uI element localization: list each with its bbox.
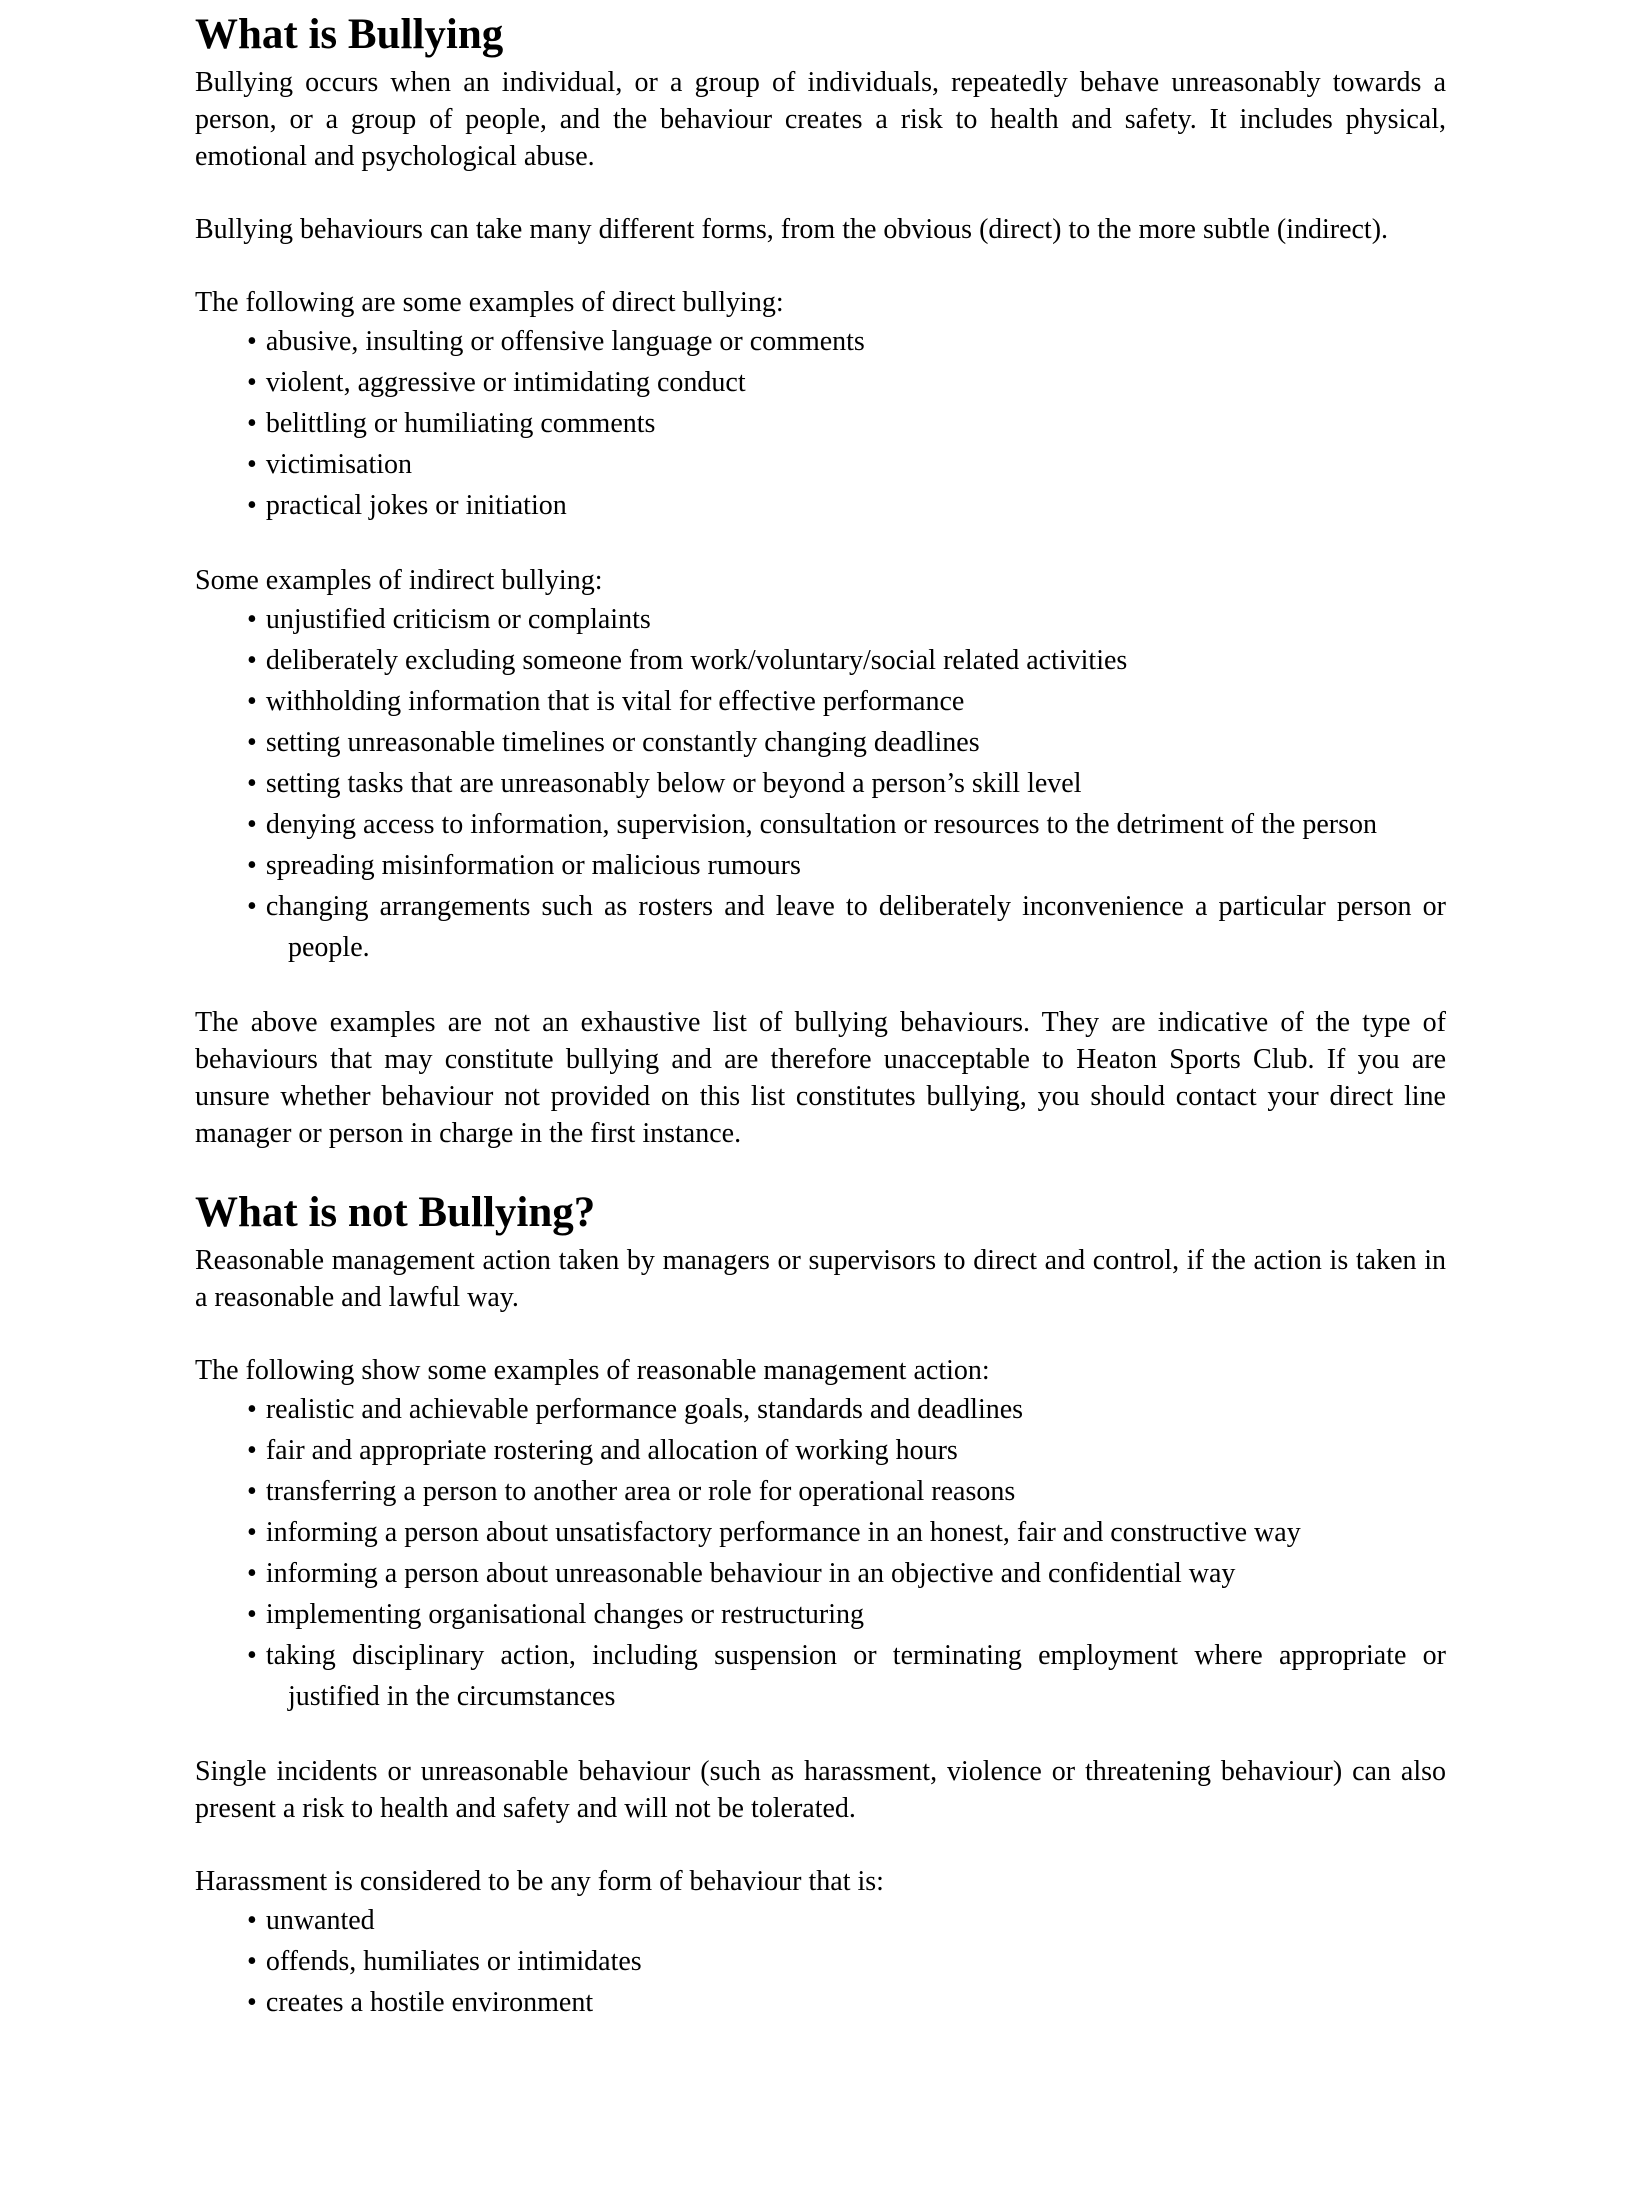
bullet-item: • changing arrangements such as rosters and leave to deliberately inconvenience a particular person or people. [195,886,1446,968]
paragraph: Bullying behaviours can take many different forms, from the obvious (direct) to the more subtle (indirect). [195,214,1389,245]
paragraph: The above examples are not an exhaustive list of bullying behaviours. They are indicative of the type of behaviours that may constitute bullying and are therefore unacceptable to Heaton Sports Club. If you are unsure whether behaviour not provided on this list constitutes bullying, you should contact your direct line manager or person in charge in the first instance. [195,1007,1446,1149]
section-heading: What is not Bullying? [195,1189,596,1236]
bullet-item: • informing a person about unsatisfactory performance in an honest, fair and constructive way [195,1512,1446,1553]
bullet-item: • withholding information that is vital for effective performance [195,681,1446,722]
bullet-item: • taking disciplinary action, including suspension or terminating employment where appropriate or justified in the circumstances [195,1635,1446,1717]
bullet-item: • setting tasks that are unreasonably below or beyond a person’s skill level [195,763,1446,804]
paragraph: The following are some examples of direct bullying: [195,287,784,318]
paragraph: Reasonable management action taken by managers or supervisors to direct and control, if the action is taken in a reasonable and lawful way. [195,1245,1446,1313]
paragraph: The following show some examples of reasonable management action: [195,1355,990,1386]
bullet-item: • unwanted [195,1900,1446,1941]
bullet-item: • informing a person about unreasonable behaviour in an objective and confidential way [195,1553,1446,1594]
paragraph: Harassment is considered to be any form of behaviour that is: [195,1866,884,1897]
bullet-item: • violent, aggressive or intimidating conduct [195,362,1446,403]
bullet-item: • denying access to information, supervision, consultation or resources to the detriment of the person [195,804,1446,845]
bullet-item: • transferring a person to another area or role for operational reasons [195,1471,1446,1512]
bullet-list [195,321,1446,526]
bullet-item: • practical jokes or initiation [195,485,1446,526]
bullet-item: • deliberately excluding someone from work/voluntary/social related activities [195,640,1446,681]
bullet-item: • setting unreasonable timelines or constantly changing deadlines [195,722,1446,763]
paragraph: Single incidents or unreasonable behaviour (such as harassment, violence or threatening behaviour) can also present a risk to health and safety and will not be tolerated. [195,1756,1446,1824]
section-heading: What is Bullying [195,11,504,58]
bullet-item: • belittling or humiliating comments [195,403,1446,444]
paragraph: Some examples of indirect bullying: [195,565,603,596]
bullet-item: • implementing organisational changes or restructuring [195,1594,1446,1635]
bullet-list [195,1389,1446,1717]
paragraph: Bullying occurs when an individual, or a group of individuals, repeatedly behave unreasonably towards a person, or a group of people, and the behaviour creates a risk to health and safety. It includes physical, emotional and psychological abuse. [195,67,1446,172]
bullet-item: • creates a hostile environment [195,1982,1446,2023]
bullet-item: • offends, humiliates or intimidates [195,1941,1446,1982]
bullet-item: • fair and appropriate rostering and allocation of working hours [195,1430,1446,1471]
bullet-item: • realistic and achievable performance goals, standards and deadlines [195,1389,1446,1430]
bullet-list [195,1900,1446,2023]
bullet-item: • spreading misinformation or malicious rumours [195,845,1446,886]
bullet-list [195,599,1446,968]
bullet-item: • abusive, insulting or offensive language or comments [195,321,1446,362]
bullet-item: • victimisation [195,444,1446,485]
bullet-item: • unjustified criticism or complaints [195,599,1446,640]
